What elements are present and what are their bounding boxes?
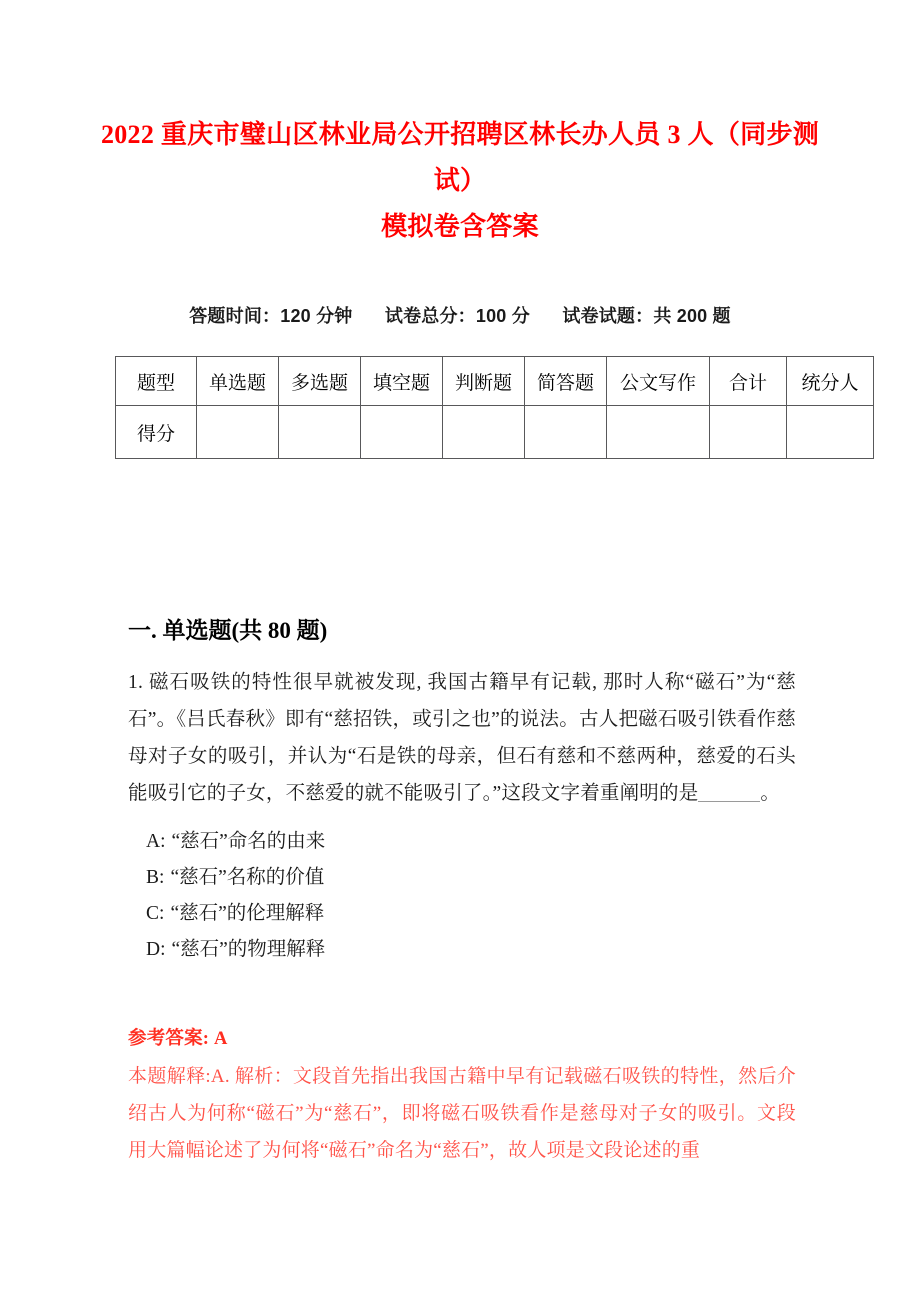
option-label: “慈石”命名的由来: [171, 831, 326, 852]
reference-answer: 参考答案: A: [128, 1029, 228, 1049]
table-header-cell: 合计: [710, 357, 787, 406]
table-header-cell: 题型: [116, 357, 197, 406]
answer-blank-underline[interactable]: [698, 801, 760, 802]
table-cell-score[interactable]: [197, 406, 279, 459]
exam-total-score-label: 试卷总分：100 分: [384, 306, 530, 326]
exam-duration-label: 答题时间：120 分钟: [189, 306, 353, 326]
option-key: D:: [146, 939, 166, 960]
table-header-cell: 判断题: [443, 357, 525, 406]
table-header-cell: 多选题: [279, 357, 361, 406]
option-label: “慈石”的伦理解释: [170, 903, 325, 924]
table-cell-score[interactable]: [279, 406, 361, 459]
section-heading-single-choice: 一. 单选题(共 80 题): [128, 618, 328, 643]
score-table-container: [115, 356, 859, 459]
option-d[interactable]: [128, 932, 796, 968]
option-label: “慈石”名称的价值: [170, 867, 325, 888]
table-header-cell: 简答题: [525, 357, 607, 406]
option-key: A:: [146, 831, 166, 852]
question-text-main: 1. 磁石吸铁的特性很早就被发现, 我国古籍早有记载, 那时人称“磁石”为“慈石”。《吕氏春秋》即有“慈招铁，或引之也”的说法。古人把磁石吸引铁看作慈母对子女的吸引，并认为“石是铁的母亲，但石有慈和不慈两种，慈爱的石头能吸引它的子女，不慈爱的就不能吸引了。”这段文字着重阐明的是: [128, 672, 796, 804]
option-list: [128, 824, 796, 968]
option-a[interactable]: [128, 824, 796, 860]
table-row-header: [116, 357, 874, 406]
page-title-line-2: 模拟卷含答案: [381, 212, 539, 241]
table-cell-score[interactable]: [710, 406, 787, 459]
table-cell-score[interactable]: [607, 406, 710, 459]
option-c[interactable]: [128, 896, 796, 932]
exam-meta-line: [0, 302, 920, 328]
option-key: C:: [146, 903, 165, 924]
table-cell-score[interactable]: [361, 406, 443, 459]
option-label: “慈石”的物理解释: [171, 939, 326, 960]
table-cell-score[interactable]: [787, 406, 874, 459]
table-header-cell: 填空题: [361, 357, 443, 406]
option-b[interactable]: [128, 860, 796, 896]
exam-question-count-label: 试卷试题：共 200 题: [562, 306, 731, 326]
score-table: [115, 356, 874, 459]
table-row-label: 得分: [116, 406, 197, 459]
answer-explanation: 本题解释:A. 解析：文段首先指出我国古籍中早有记载磁石吸铁的特性，然后介绍古人为何称“磁石”为“慈石”，即将磁石吸铁看作是慈母对子女的吸引。文段用大篇幅论述了为何将“磁石”命名为“慈石”，故人项是文段论述的重: [128, 1066, 796, 1161]
title-section: [0, 0, 920, 250]
table-row: [116, 406, 874, 459]
page-title: [0, 112, 920, 250]
answer-block: [128, 1022, 796, 1169]
option-key: B:: [146, 867, 165, 888]
table-cell-score[interactable]: [443, 406, 525, 459]
page-title-line-1: 2022 重庆市璧山区林业局公开招聘区林长办人员 3 人（同步测试）: [100, 120, 820, 195]
table-header-cell: 公文写作: [607, 357, 710, 406]
table-cell-score[interactable]: [525, 406, 607, 459]
question-block: [128, 664, 796, 968]
table-header-cell: 统分人: [787, 357, 874, 406]
question-text-tail: 。: [760, 783, 781, 804]
question-text: [128, 664, 796, 812]
table-header-cell: 单选题: [197, 357, 279, 406]
